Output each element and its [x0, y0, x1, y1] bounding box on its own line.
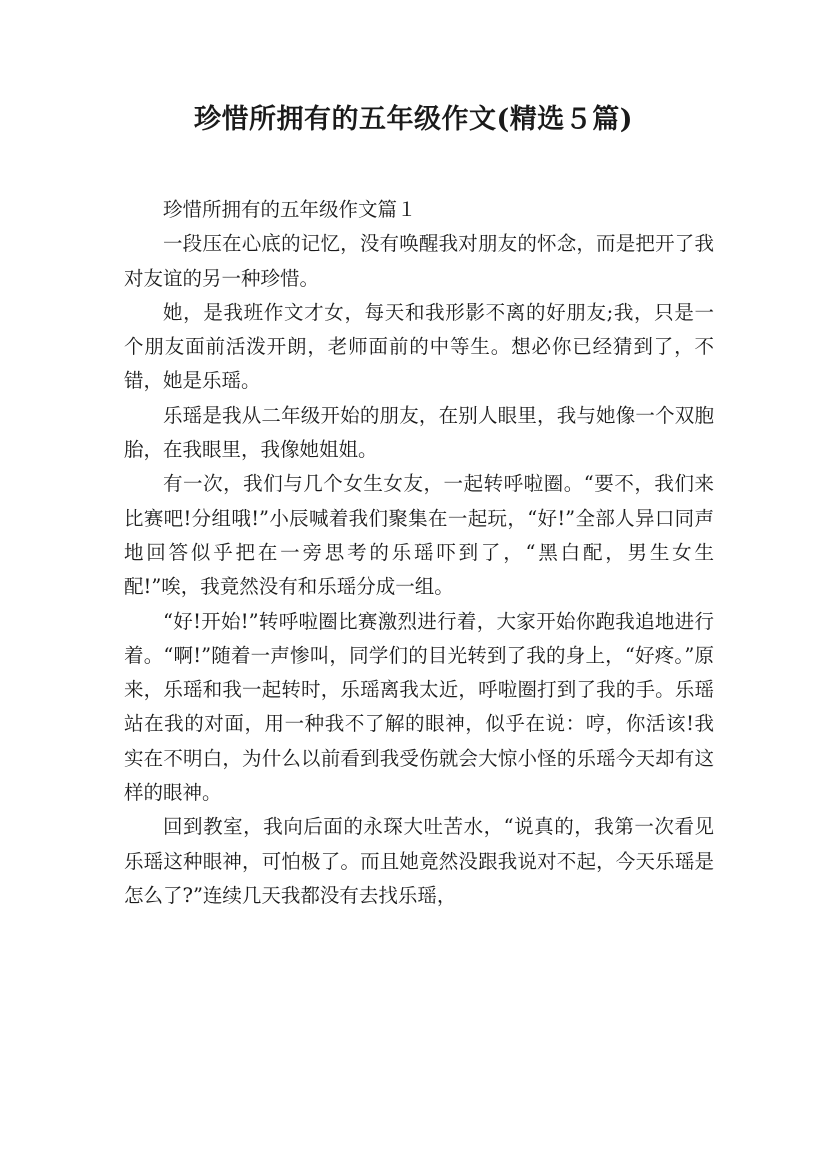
- paragraph-1: 一段压在心底的记忆，没有唤醒我对朋友的怀念，而是把开了我对友谊的另一种珍惜。: [124, 232, 714, 290]
- paragraph-6: 回到教室，我向后面的永琛大吐苦水，“说真的，我第一次看见乐瑶这种眼神，可怕极了。而且她竟然没跟我说对不起，今天乐瑶是怎么了?”连续几天我都没有去找乐瑶，: [124, 815, 714, 907]
- paragraph-3: 乐瑶是我从二年级开始的朋友，在别人眼里，我与她像一个双胞胎，在我眼里，我像她姐姐。: [124, 403, 714, 462]
- paragraph-5: “好!开始!”转呼啦圈比赛激烈进行着，大家开始你跑我追地进行着。“啊!”随着一声惨叫，同学们的目光转到了我的身上，“好疼。”原来，乐瑶和我一起转时，乐瑶离我太近，呼啦圈打到了我的手。乐瑶站在我的对面，用一种我不了解的眼神，似乎在说：哼，你活该!我实在不明白，为什么以前看到我受伤就会大惊小怪的乐瑶今天却有这样的眼神。: [124, 609, 714, 805]
- paragraph-4: 有一次，我们与几个女生女友，一起转呼啦圈。“要不，我们来比赛吧!分组哦!”小辰喊着我们聚集在一起玩，“好!”全部人异口同声地回答似乎把在一旁思考的乐瑶吓到了，“黑白配，男生女生配!”唉，我竟然没有和乐瑶分成一组。: [124, 472, 714, 599]
- document-title: 珍惜所拥有的五年级作文(精选５篇): [193, 104, 634, 135]
- paragraph-2: 她，是我班作文才女，每天和我形影不离的好朋友;我，只是一个朋友面前活泼开朗，老师面前的中等生。想必你已经猜到了，不错，她是乐瑶。: [124, 300, 714, 393]
- document-body: [124, 193, 714, 913]
- section-heading: 珍惜所拥有的五年级作文篇１: [163, 198, 417, 221]
